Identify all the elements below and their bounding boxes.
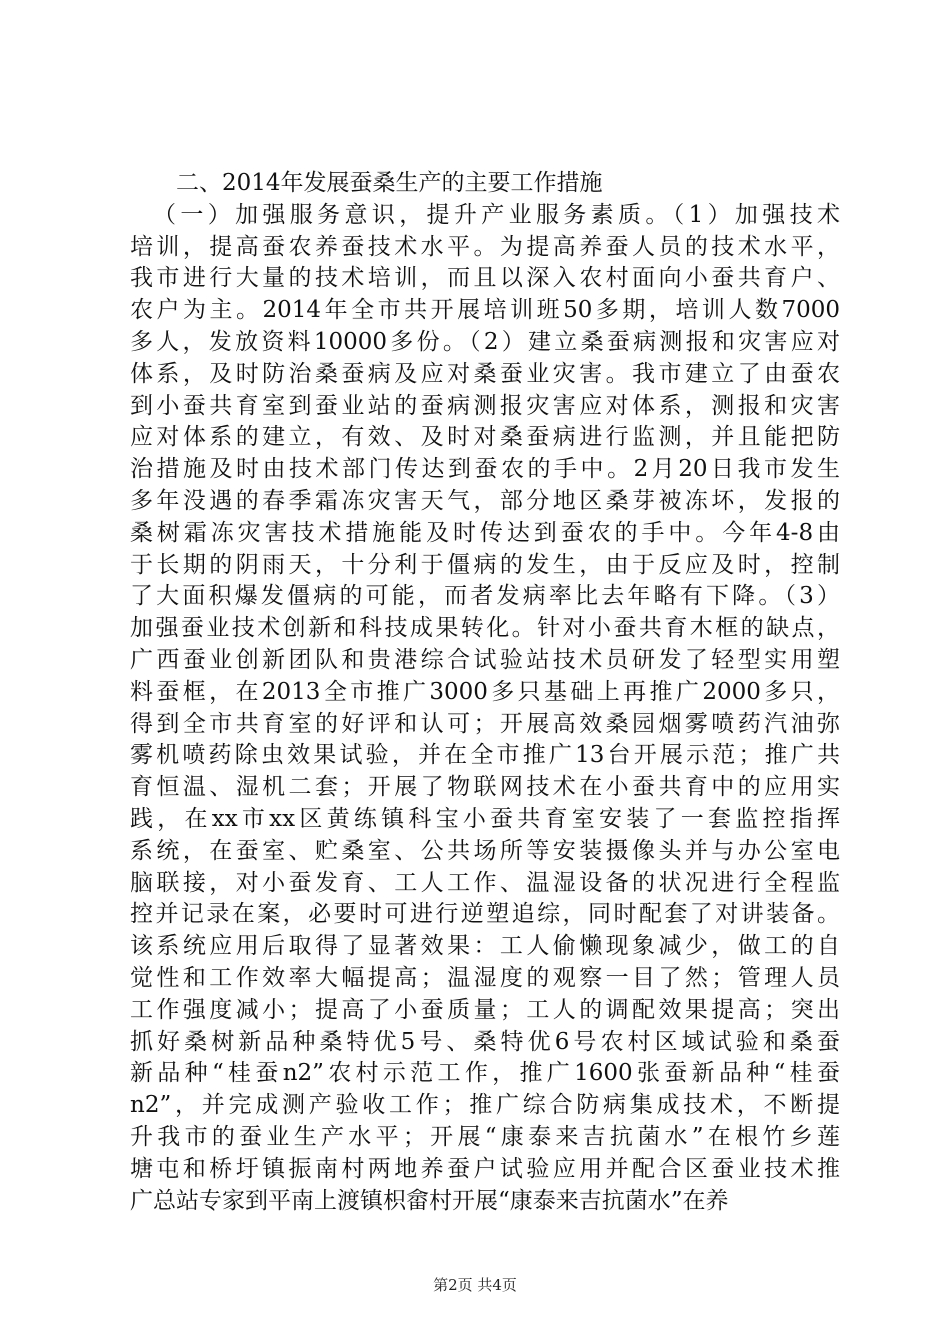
paragraph-line: 新品种“桂蚕n2”农村示范工作，推广1600张蚕新品种“桂蚕 — [130, 1060, 840, 1087]
page-footer: 第2页 共4页 — [433, 1276, 517, 1294]
paragraph-line: 工作强度减小；提高了小蚕质量；工人的调配效果提高；突出 — [130, 996, 840, 1023]
body-text — [130, 168, 840, 1217]
paragraph-line: 系统，在蚕室、贮桑室、公共场所等安装摄像头并与办公室电 — [130, 837, 840, 864]
paragraph-line: 觉性和工作效率大幅提高；温湿度的观察一目了然；管理人员 — [130, 964, 840, 991]
paragraph-line: 治措施及时由技术部门传达到蚕农的手中。2月20日我市发生 — [130, 456, 840, 483]
paragraph-line: 到小蚕共育室到蚕业站的蚕病测报灾害应对体系，测报和灾害 — [130, 392, 840, 419]
paragraph-line: 培训，提高蚕农养蚕技术水平。为提高养蚕人员的技术水平， — [130, 233, 840, 260]
section-heading: 二、2014年发展蚕桑生产的主要工作措施 — [176, 170, 603, 196]
paragraph-line: 抓好桑树新品种桑特优5号、桑特优6号农村区域试验和桑蚕 — [130, 1028, 840, 1055]
paragraph-line: 多人，发放资料10000多份。（2）建立桑蚕病测报和灾害应对 — [130, 328, 840, 355]
paragraph-line: 践，在xx市xx区黄练镇科宝小蚕共育室安装了一套监控指挥 — [130, 805, 840, 832]
paragraph-line: 广总站专家到平南上渡镇枳畲村开展“康泰来吉抗菌水”在养 — [130, 1187, 729, 1214]
paragraph-line: 应对体系的建立，有效、及时对桑蚕病进行监测，并且能把防 — [130, 424, 840, 451]
paragraph-line: 广西蚕业创新团队和贵港综合试验站技术员研发了轻型实用塑 — [130, 646, 840, 673]
paragraph-line: 桑树霜冻灾害技术措施能及时传达到蚕农的手中。今年4-8由 — [130, 519, 840, 546]
paragraph-line: 得到全市共育室的好评和认可；开展高效桑园烟雾喷药汽油弥 — [130, 710, 840, 737]
paragraph-line: 了大面积爆发僵病的可能，而者发病率比去年略有下降。（3） — [130, 583, 840, 610]
paragraph-line: 农户为主。2014年全市共开展培训班50多期，培训人数7000 — [130, 297, 840, 324]
paragraph-line: 该系统应用后取得了显著效果：工人偷懒现象减少，做工的自 — [130, 933, 840, 960]
paragraph-line: 升我市的蚕业生产水平；开展“康泰来吉抗菌水”在根竹乡莲 — [130, 1123, 840, 1150]
paragraph-line: （一）加强服务意识，提升产业服务素质。（1）加强技术 — [153, 201, 840, 228]
paragraph-line: 料蚕框，在2013全市推广3000多只基础上再推广2000多只， — [130, 678, 840, 705]
paragraph-line: n2”，并完成测产验收工作；推广综合防病集成技术，不断提 — [130, 1092, 840, 1119]
paragraph-line: 我市进行大量的技术培训，而且以深入农村面向小蚕共育户、 — [130, 265, 840, 292]
paragraph-line: 控并记录在案，必要时可进行逆塑追综，同时配套了对讲装备。 — [130, 901, 840, 928]
paragraph-line: 塘屯和桥圩镇振南村两地养蚕户试验应用并配合区蚕业技术推 — [130, 1155, 840, 1182]
paragraph-line: 于长期的阴雨天，十分利于僵病的发生，由于反应及时，控制 — [130, 551, 840, 578]
paragraph-line: 脑联接，对小蚕发育、工人工作、温湿设备的状况进行全程监 — [130, 869, 840, 896]
paragraph-line: 体系，及时防治桑蚕病及应对桑蚕业灾害。我市建立了由蚕农 — [130, 360, 840, 387]
paragraph-line: 育恒温、湿机二套；开展了物联网技术在小蚕共育中的应用实 — [130, 774, 840, 801]
paragraph-line: 雾机喷药除虫效果试验，并在全市推广13台开展示范；推广共 — [130, 742, 840, 769]
paragraph-line: 多年没遇的春季霜冻灾害天气，部分地区桑芽被冻坏，发报的 — [130, 487, 840, 514]
paragraph-line: 加强蚕业技术创新和科技成果转化。针对小蚕共育木框的缺点， — [130, 615, 840, 642]
